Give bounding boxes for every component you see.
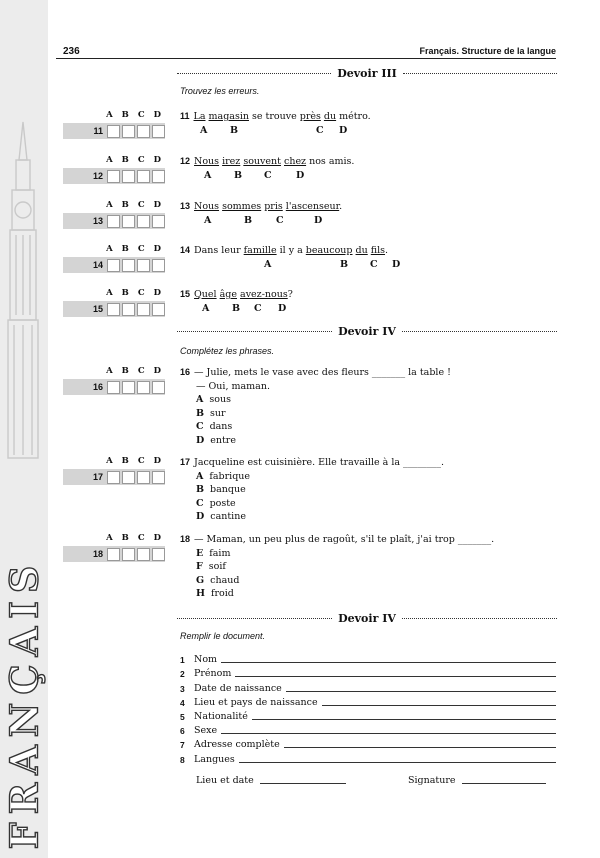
answer-grid — [63, 288, 165, 317]
answer-letter: B — [121, 110, 129, 120]
answer-bar — [63, 168, 165, 184]
answer-option[interactable] — [180, 393, 451, 407]
answer-letter: C — [137, 533, 145, 543]
field-label: Date de naissance — [194, 682, 282, 694]
option-letter: B — [196, 484, 205, 495]
answer-letter: D — [153, 110, 161, 120]
answer-checkbox[interactable] — [152, 259, 165, 272]
answer-bar — [63, 546, 165, 562]
error-question — [180, 244, 401, 271]
sidebar-vertical-title: FRANÇAIS — [1, 557, 47, 849]
place-date-field[interactable] — [196, 775, 346, 786]
underlined-word: sommes — [222, 201, 262, 212]
dotted-rule — [177, 73, 331, 74]
answer-bar — [63, 301, 165, 317]
answer-letter: A — [106, 200, 113, 210]
underlined-word: famille — [243, 245, 277, 256]
answer-letter: D — [153, 288, 161, 298]
question-sentence — [180, 155, 354, 169]
option-text: entre — [210, 434, 236, 446]
signature-line[interactable] — [462, 783, 546, 784]
field-blank-line[interactable] — [221, 733, 556, 734]
answer-grid — [63, 200, 165, 229]
section-heading — [177, 325, 557, 338]
answer-grid — [63, 244, 165, 273]
answer-grid — [63, 155, 165, 184]
option-letter: B — [196, 407, 205, 419]
answer-letter: A — [106, 244, 113, 254]
error-question — [180, 288, 293, 315]
error-letter: D — [314, 214, 323, 226]
field-label: Langues — [194, 753, 235, 765]
answer-checkbox[interactable] — [152, 215, 165, 228]
question-line — [180, 380, 451, 394]
answer-checkbox[interactable] — [122, 381, 135, 394]
field-label: Nom — [194, 654, 218, 666]
underlined-word: Nous — [194, 156, 220, 167]
question-number: 17 — [180, 457, 191, 467]
answer-checkbox[interactable] — [152, 303, 165, 316]
error-letters — [180, 169, 354, 182]
option-text: fabrique — [209, 470, 251, 482]
answer-checkbox[interactable] — [107, 125, 120, 138]
error-letter: A — [204, 169, 212, 181]
sentence-text: nos amis. — [306, 156, 355, 167]
answer-grid-letters — [63, 366, 165, 378]
sentence-text: ? — [287, 289, 293, 300]
answer-checkbox[interactable] — [152, 381, 165, 394]
answer-grid — [63, 110, 165, 139]
form-field[interactable] — [180, 679, 556, 693]
answer-letter: C — [137, 200, 145, 210]
section-title: Devoir IV — [338, 612, 396, 625]
error-letter: C — [276, 214, 284, 226]
sentence-text: métro. — [336, 111, 371, 122]
underlined-word: près — [299, 111, 321, 122]
question-number: 18 — [180, 534, 191, 544]
document-form — [180, 651, 556, 765]
answer-grid — [63, 533, 165, 562]
signature-field[interactable] — [408, 775, 546, 786]
answer-checkbox[interactable] — [137, 215, 150, 228]
sentence-text: Dans leur — [194, 245, 244, 256]
answer-letter: C — [137, 288, 145, 298]
question-text: — Oui, maman. — [196, 380, 270, 392]
answer-letter: A — [106, 533, 113, 543]
answer-boxes — [107, 548, 165, 561]
answer-checkbox[interactable] — [107, 170, 120, 183]
option-letter: H — [196, 588, 205, 599]
answer-letter: A — [106, 366, 113, 376]
option-letter: F — [196, 561, 203, 572]
answer-option[interactable] — [180, 407, 451, 421]
answer-checkbox[interactable] — [137, 381, 150, 394]
sentence-text: . — [339, 201, 343, 212]
option-letter: C — [196, 421, 204, 432]
field-label: Sexe — [194, 725, 218, 737]
answer-checkbox[interactable] — [122, 125, 135, 138]
answer-letter: B — [121, 155, 129, 165]
answer-checkbox[interactable] — [107, 259, 120, 272]
error-letter: A — [202, 302, 210, 314]
option-text: froid — [210, 588, 234, 599]
question-text: — Julie, mets le vase avec des fleurs _______ la table ! — [194, 367, 451, 378]
field-number: 6 — [180, 726, 185, 737]
error-letter: A — [264, 258, 272, 270]
answer-checkbox[interactable] — [152, 471, 165, 484]
answer-letter: C — [137, 155, 145, 165]
answer-checkbox[interactable] — [152, 548, 165, 561]
form-field[interactable] — [180, 736, 556, 750]
form-field[interactable] — [180, 665, 556, 679]
answer-letter: C — [137, 244, 145, 254]
answer-grid-letters — [63, 244, 165, 256]
answer-grid — [63, 456, 165, 485]
section-instruction: Trouvez les erreurs. — [180, 86, 260, 96]
answer-checkbox[interactable] — [122, 548, 135, 561]
underlined-word: souvent — [243, 156, 281, 167]
answer-boxes — [107, 381, 165, 394]
error-letter: D — [278, 302, 287, 314]
answer-letter: B — [121, 244, 129, 254]
answer-checkbox[interactable] — [107, 381, 120, 394]
option-letter: A — [196, 470, 204, 482]
answer-number: 17 — [92, 472, 103, 482]
dotted-rule — [402, 331, 557, 332]
answer-letter: A — [106, 288, 113, 298]
option-text: cantine — [210, 511, 246, 522]
answer-bar — [63, 469, 165, 485]
answer-letter: C — [137, 456, 145, 466]
underlined-word: âge — [219, 289, 237, 300]
answer-boxes — [107, 215, 165, 228]
answer-letter: B — [121, 456, 129, 466]
dotted-rule — [177, 331, 332, 332]
field-number: 8 — [180, 754, 185, 765]
answer-checkbox[interactable] — [122, 170, 135, 183]
field-number: 7 — [180, 740, 185, 751]
answer-letter: A — [106, 456, 113, 466]
section-title: Devoir IV — [338, 325, 396, 338]
underlined-word: magasin — [208, 111, 249, 122]
answer-grid-letters — [63, 155, 165, 167]
section-instruction: Remplir le document. — [180, 631, 266, 641]
place-date-line[interactable] — [260, 783, 346, 784]
dotted-rule — [402, 618, 557, 619]
answer-option[interactable] — [180, 574, 494, 588]
answer-checkbox[interactable] — [107, 548, 120, 561]
answer-number: 14 — [92, 260, 103, 270]
underlined-word: du — [323, 111, 337, 122]
answer-letter: A — [106, 155, 113, 165]
underlined-word: l'ascenseur — [285, 201, 340, 212]
field-number: 2 — [180, 669, 185, 680]
error-question — [180, 200, 342, 227]
answer-bar — [63, 123, 165, 139]
field-label: Prénom — [194, 668, 232, 680]
error-question — [180, 110, 371, 137]
answer-checkbox[interactable] — [107, 471, 120, 484]
field-label: Adresse complète — [194, 739, 280, 751]
big-ben-illustration — [4, 120, 42, 460]
question-number: 16 — [180, 367, 191, 377]
field-blank-line[interactable] — [221, 662, 556, 663]
header-rule — [56, 58, 556, 59]
answer-checkbox[interactable] — [122, 215, 135, 228]
answer-letter: D — [153, 200, 161, 210]
field-number: 1 — [180, 655, 185, 666]
field-number: 3 — [180, 683, 185, 694]
field-label: Nationalité — [194, 710, 248, 722]
error-letter: A — [200, 124, 208, 136]
answer-checkbox[interactable] — [152, 170, 165, 183]
option-text: chaud — [210, 574, 240, 586]
answer-option[interactable] — [180, 547, 494, 561]
option-text: sous — [209, 394, 231, 405]
question-sentence — [180, 110, 371, 124]
error-letters — [180, 124, 371, 137]
underlined-word: chez — [284, 156, 307, 167]
error-letter: C — [264, 169, 272, 181]
field-blank-line[interactable] — [235, 676, 556, 677]
question-sentence — [180, 288, 293, 302]
form-field[interactable] — [180, 750, 556, 764]
answer-letter: B — [121, 288, 129, 298]
answer-grid-letters — [63, 110, 165, 122]
answer-bar — [63, 257, 165, 273]
answer-checkbox[interactable] — [137, 471, 150, 484]
dotted-rule — [177, 618, 332, 619]
answer-grid-letters — [63, 200, 165, 212]
option-text: faim — [209, 547, 231, 559]
error-letter: C — [316, 124, 324, 136]
error-letter: B — [230, 124, 239, 136]
underlined-word: fils — [370, 245, 386, 256]
underlined-word: du — [355, 245, 368, 256]
answer-number: 15 — [92, 304, 103, 314]
answer-option[interactable] — [180, 497, 444, 511]
option-text: dans — [209, 421, 233, 432]
completion-question — [180, 366, 451, 447]
section-heading — [177, 612, 557, 625]
completion-question — [180, 533, 494, 601]
option-letter: D — [196, 434, 205, 446]
answer-checkbox[interactable] — [137, 548, 150, 561]
section-heading — [177, 67, 557, 80]
error-letter: A — [204, 214, 212, 226]
answer-boxes — [107, 125, 165, 138]
option-text: soif — [208, 561, 226, 572]
form-field[interactable] — [180, 651, 556, 665]
section-instruction: Complétez les phrases. — [180, 346, 275, 356]
answer-letter: B — [121, 366, 129, 376]
answer-checkbox[interactable] — [122, 259, 135, 272]
answer-option[interactable] — [180, 483, 444, 497]
sentence-text: . — [385, 245, 389, 256]
answer-option[interactable] — [180, 470, 444, 484]
option-text: sur — [210, 407, 226, 419]
question-sentence — [180, 244, 388, 258]
answer-option[interactable] — [180, 420, 451, 434]
error-letter: B — [244, 214, 253, 226]
answer-letter: D — [153, 244, 161, 254]
answer-letter: C — [137, 366, 145, 376]
answer-letter: A — [106, 110, 113, 120]
dotted-rule — [403, 73, 557, 74]
option-text: banque — [210, 484, 246, 495]
question-number: 13 — [180, 201, 191, 211]
question-line — [180, 366, 451, 380]
answer-checkbox[interactable] — [122, 303, 135, 316]
sidebar — [0, 0, 48, 858]
field-number: 4 — [180, 697, 185, 708]
question-line — [180, 533, 494, 547]
running-title: Français. Structure de la langue — [419, 46, 556, 56]
answer-number: 18 — [92, 549, 103, 559]
option-text: poste — [209, 497, 236, 509]
answer-grid — [63, 366, 165, 395]
place-date-label: Lieu et date — [196, 775, 254, 786]
sentence-text: il y a — [276, 245, 306, 256]
field-blank-line[interactable] — [286, 691, 556, 692]
answer-boxes — [107, 170, 165, 183]
answer-checkbox[interactable] — [122, 471, 135, 484]
field-blank-line[interactable] — [322, 705, 556, 706]
field-label: Lieu et pays de naissance — [194, 696, 318, 708]
answer-checkbox[interactable] — [137, 303, 150, 316]
question-text: Jacqueline est cuisinière. Elle travaille à la ________. — [194, 457, 445, 468]
error-letter: D — [392, 258, 401, 270]
question-number: 14 — [180, 245, 191, 255]
question-number: 11 — [180, 111, 190, 121]
answer-option[interactable] — [180, 434, 451, 448]
underlined-word: Nous — [194, 201, 220, 212]
answer-checkbox[interactable] — [137, 170, 150, 183]
answer-number: 11 — [93, 126, 103, 136]
answer-letter: D — [153, 533, 161, 543]
underlined-word: pris — [264, 201, 283, 212]
question-line — [180, 456, 444, 470]
answer-checkbox[interactable] — [137, 259, 150, 272]
answer-boxes — [107, 471, 165, 484]
error-letter: B — [340, 258, 349, 270]
underlined-word: Quel — [194, 289, 217, 300]
question-number: 15 — [180, 289, 191, 299]
answer-number: 16 — [92, 382, 103, 392]
section-title: Devoir III — [337, 67, 397, 80]
question-text: — Maman, un peu plus de ragoût, s'il te plaît, j'ai trop _______. — [194, 534, 495, 545]
error-letter: D — [296, 169, 305, 181]
form-field[interactable] — [180, 722, 556, 736]
option-letter: A — [196, 394, 204, 405]
completion-question — [180, 456, 444, 524]
underlined-word: La — [193, 111, 206, 122]
option-letter: C — [196, 497, 204, 509]
underlined-word: avez-nous — [240, 289, 288, 300]
answer-option[interactable] — [180, 510, 444, 524]
error-letters — [180, 302, 293, 315]
field-number: 5 — [180, 711, 185, 722]
question-sentence — [180, 200, 342, 214]
form-field[interactable] — [180, 708, 556, 722]
form-field[interactable] — [180, 694, 556, 708]
question-number: 12 — [180, 156, 191, 166]
answer-number: 13 — [92, 216, 103, 226]
answer-letter: C — [137, 110, 145, 120]
answer-letter: D — [153, 155, 161, 165]
answer-grid-letters — [63, 533, 165, 545]
answer-bar — [63, 213, 165, 229]
sentence-text: se trouve — [248, 111, 300, 122]
field-blank-line[interactable] — [284, 747, 556, 748]
error-letter: C — [254, 302, 262, 314]
answer-checkbox[interactable] — [152, 125, 165, 138]
field-blank-line[interactable] — [239, 762, 556, 763]
answer-letter: B — [121, 533, 129, 543]
answer-letter: D — [153, 456, 161, 466]
error-letter: C — [370, 258, 378, 270]
error-letters — [180, 258, 401, 271]
answer-boxes — [107, 303, 165, 316]
signature-label: Signature — [408, 775, 456, 786]
answer-checkbox[interactable] — [107, 303, 120, 316]
option-letter: D — [196, 511, 205, 522]
error-letter: D — [339, 124, 348, 136]
answer-option[interactable] — [180, 560, 494, 574]
error-letters — [180, 214, 342, 227]
underlined-word: beaucoup — [305, 245, 353, 256]
answer-checkbox[interactable] — [107, 215, 120, 228]
answer-boxes — [107, 259, 165, 272]
field-blank-line[interactable] — [252, 719, 556, 720]
option-letter: E — [196, 547, 204, 559]
error-letter: B — [232, 302, 241, 314]
underlined-word: irez — [222, 156, 241, 167]
answer-grid-letters — [63, 288, 165, 300]
answer-number: 12 — [92, 171, 103, 181]
option-letter: G — [196, 574, 205, 586]
page-number: 236 — [63, 46, 80, 57]
answer-letter: D — [153, 366, 161, 376]
answer-grid-letters — [63, 456, 165, 468]
error-question — [180, 155, 354, 182]
answer-option[interactable] — [180, 587, 494, 601]
answer-bar — [63, 379, 165, 395]
answer-checkbox[interactable] — [137, 125, 150, 138]
answer-letter: B — [121, 200, 129, 210]
error-letter: B — [234, 169, 243, 181]
